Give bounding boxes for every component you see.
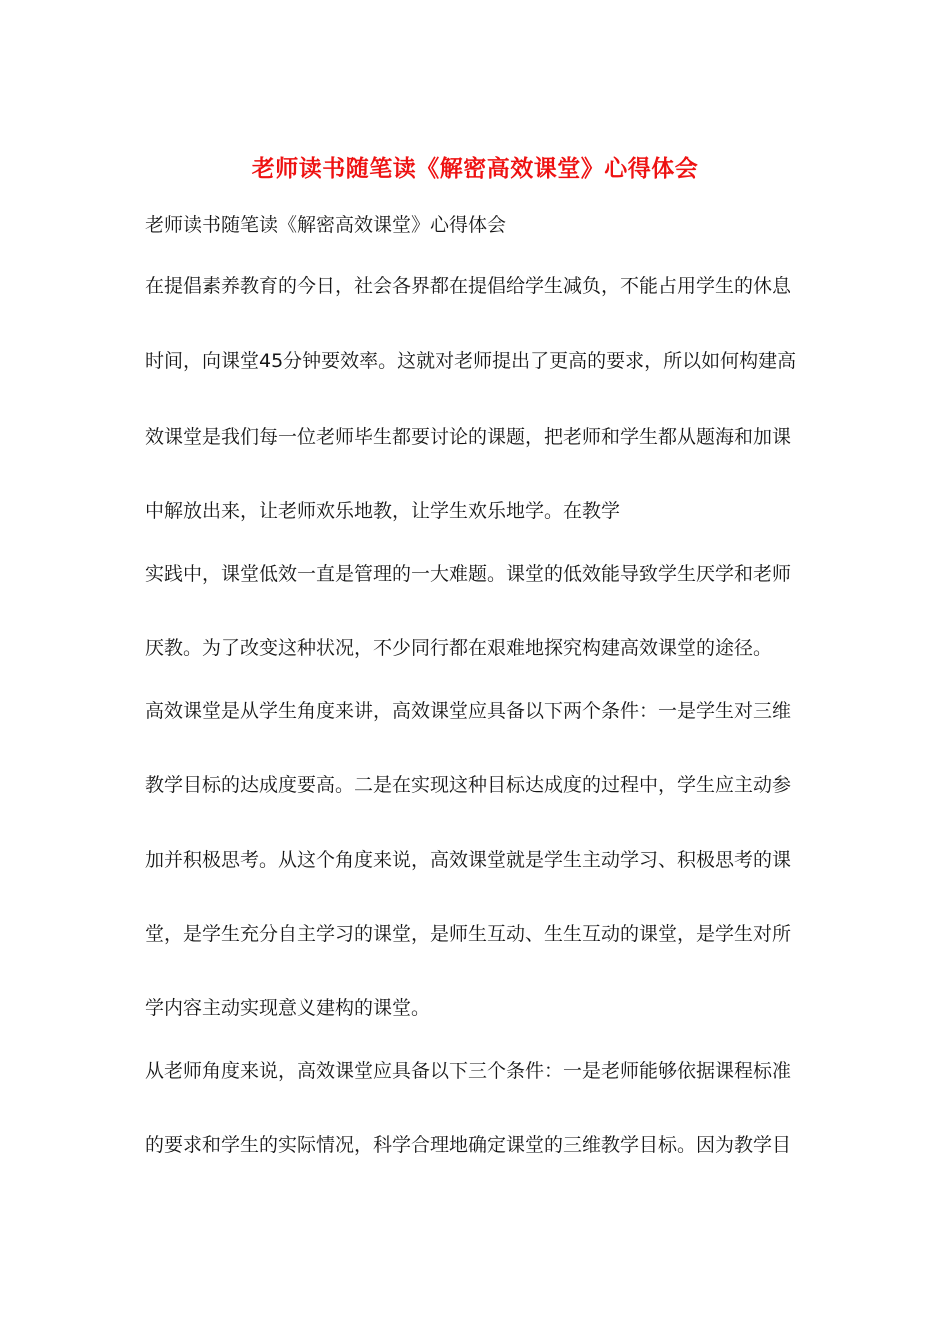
- body-line: 从老师角度来说，高效课堂应具备以下三个条件：一是老师能够依据课程标准: [145, 1060, 792, 1082]
- body-line: 学内容主动实现意义建构的课堂。: [145, 997, 431, 1019]
- document-title: 老师读书随笔读《解密高效课堂》心得体会: [251, 155, 699, 182]
- body-line: 加并积极思考。从这个角度来说，高效课堂就是学生主动学习、积极思考的课: [145, 849, 792, 871]
- body-line: 的要求和学生的实际情况，科学合理地确定课堂的三维教学目标。因为教学目: [145, 1134, 792, 1156]
- body-line: 中解放出来，让老师欢乐地教，让学生欢乐地学。在教学: [145, 500, 621, 522]
- body-line: 高效课堂是从学生角度来讲，高效课堂应具备以下两个条件：一是学生对三维: [145, 700, 792, 722]
- body-line: 教学目标的达成度要高。二是在实现这种目标达成度的过程中，学生应主动参: [145, 774, 792, 796]
- body-line: 堂，是学生充分自主学习的课堂，是师生互动、生生互动的课堂，是学生对所: [145, 923, 792, 945]
- body-line: 效课堂是我们每一位老师毕生都要讨论的课题，把老师和学生都从题海和加课: [145, 426, 792, 448]
- body-line: 在提倡素养教育的今日，社会各界都在提倡给学生减负，不能占用学生的休息: [145, 275, 792, 297]
- body-line: 老师读书随笔读《解密高效课堂》心得体会: [145, 214, 507, 236]
- body-line: 时间，向课堂45分钟要效率。这就对老师提出了更高的要求，所以如何构建高: [145, 350, 797, 372]
- body-line: 厌教。为了改变这种状况，不少同行都在艰难地探究构建高效课堂的途径。: [145, 637, 773, 659]
- body-line: 实践中，课堂低效一直是管理的一大难题。课堂的低效能导致学生厌学和老师: [145, 563, 792, 585]
